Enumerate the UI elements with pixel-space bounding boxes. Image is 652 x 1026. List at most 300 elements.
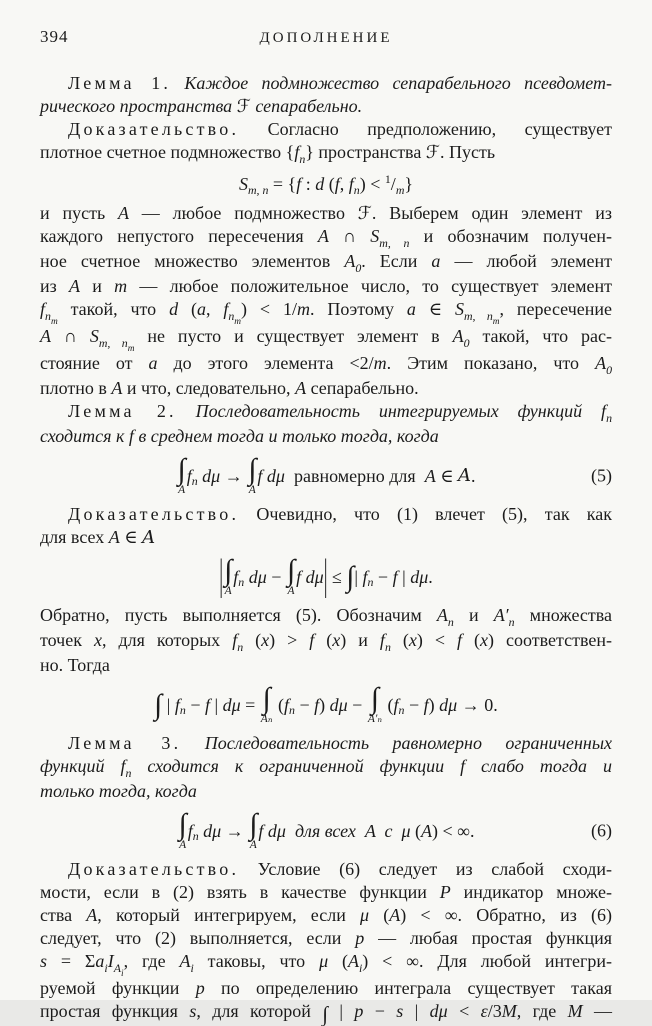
script-letter-F: ℱ bbox=[236, 96, 251, 117]
text-line bbox=[40, 904, 612, 927]
integral-limit: A bbox=[179, 839, 187, 851]
integral-sign: ∫ bbox=[249, 808, 258, 841]
text-run: , пересечение bbox=[499, 299, 613, 319]
integral-with-limit bbox=[248, 455, 256, 496]
italic-text-run: f bbox=[40, 299, 46, 319]
subscript-run: n bbox=[353, 182, 360, 197]
text-line bbox=[40, 780, 612, 803]
text-line bbox=[40, 377, 612, 400]
formula-abs-inequality bbox=[40, 551, 612, 600]
italic-text-run: d bbox=[169, 299, 179, 319]
text-run: — bbox=[582, 1001, 612, 1021]
text-run: — любой элемент bbox=[440, 251, 612, 271]
subscript-run: n bbox=[191, 474, 198, 489]
spaced-heading-run: Доказательство. bbox=[68, 859, 240, 879]
integral-limit: A′ₙ bbox=[367, 713, 383, 725]
italic-text-run: f bbox=[392, 566, 398, 587]
italic-text-run: a bbox=[196, 299, 206, 319]
text-run: из bbox=[40, 276, 69, 296]
proof-3-body bbox=[40, 858, 613, 1026]
italic-text-run: Последовательность равномерно ограниченных bbox=[181, 733, 612, 753]
italic-text-run: s bbox=[40, 951, 48, 971]
subscript-run: n bbox=[125, 766, 132, 781]
italic-text-run: P bbox=[439, 882, 451, 902]
italic-text-run: f bbox=[393, 694, 399, 715]
italic-text-run: S bbox=[370, 226, 380, 246]
text-run: = bbox=[240, 694, 260, 715]
integral-limit: Aₙ bbox=[260, 713, 273, 725]
text-run: и пусть bbox=[40, 203, 118, 223]
text-run: и обозначим получен- bbox=[409, 226, 613, 246]
text-run: следует, что (2) выполняется, если bbox=[40, 928, 356, 948]
text-run: ) > bbox=[269, 630, 310, 650]
proof-1-body bbox=[40, 202, 612, 400]
text-run: } пространства bbox=[305, 142, 426, 162]
italic-text-run: f dμ для всех A с μ bbox=[258, 820, 411, 841]
text-run: мости, если в (2) взять в качестве функции bbox=[40, 882, 440, 902]
text-run: простая функция bbox=[40, 1001, 190, 1021]
italic-text-run: f bbox=[348, 174, 354, 194]
integral-limit: A bbox=[287, 585, 295, 597]
integral-sign: ∫ bbox=[370, 682, 380, 715]
text-run: − bbox=[363, 1001, 397, 1021]
subscript-run: m, n bbox=[247, 182, 269, 197]
text-line bbox=[40, 858, 612, 881]
italic-text-run: f bbox=[204, 694, 210, 715]
text-run: индикатор множе- bbox=[450, 882, 612, 902]
italic-text-run: x bbox=[261, 630, 270, 650]
nested-subscript-run: m bbox=[50, 316, 58, 327]
text-run: . Этим показано, что bbox=[386, 353, 596, 373]
text-run: Согласно предположению, существует bbox=[239, 119, 612, 139]
text-run: стояние от bbox=[40, 353, 149, 373]
script-letter-A: A bbox=[458, 464, 472, 486]
text-run: − bbox=[373, 566, 393, 587]
text-line bbox=[40, 95, 612, 118]
italic-text-run: f bbox=[309, 630, 315, 650]
script-letter-F: ℱ bbox=[425, 142, 440, 163]
text-run: сепарабельно. bbox=[306, 378, 419, 398]
italic-text-run: f bbox=[362, 566, 368, 587]
text-line bbox=[40, 654, 612, 677]
italic-text-run: dμ bbox=[439, 694, 458, 715]
text-run: , где bbox=[516, 1001, 568, 1021]
text-run: таковы, что bbox=[193, 951, 320, 971]
italic-text-run: μ bbox=[360, 905, 370, 925]
text-run: ( bbox=[328, 951, 348, 971]
page-number: 394 bbox=[40, 27, 69, 46]
subscript-run: m, n bbox=[379, 236, 410, 251]
italic-text-run: f bbox=[187, 820, 193, 841]
text-run: ∈ bbox=[435, 465, 459, 486]
text-run: | bbox=[354, 566, 363, 587]
italic-text-run: A bbox=[111, 378, 123, 398]
integral-with-limit bbox=[368, 684, 382, 725]
text-line bbox=[40, 275, 612, 298]
text-run: ∈ bbox=[415, 299, 455, 319]
italic-text-run: d bbox=[315, 174, 325, 194]
formula-smn bbox=[40, 173, 612, 195]
formula-5 bbox=[40, 455, 612, 496]
text-run: = Σ bbox=[47, 951, 96, 971]
formula-6 bbox=[40, 810, 612, 851]
subscript-run: n bbox=[447, 615, 454, 630]
italic-text-run: M bbox=[501, 1001, 517, 1021]
proof-2-body bbox=[40, 604, 612, 677]
text-run: | bbox=[209, 694, 223, 715]
italic-text-run: A bbox=[117, 203, 129, 223]
text-run: каждого непустого пересечения bbox=[40, 226, 318, 246]
text-run: до этого элемента <2/ bbox=[157, 353, 374, 373]
text-line bbox=[40, 250, 612, 275]
text-run: − bbox=[347, 694, 367, 715]
italic-text-run: f bbox=[186, 465, 192, 486]
text-run: . Если bbox=[361, 251, 432, 271]
text-line bbox=[40, 604, 612, 629]
italic-text-run: f bbox=[379, 630, 385, 650]
spaced-heading-run: Лемма 3. bbox=[68, 733, 182, 753]
integral-sign: ∫ bbox=[286, 554, 296, 587]
integral-sign: ∫ bbox=[262, 682, 271, 715]
text-run: = { bbox=[268, 174, 297, 194]
absolute-value-bar: | bbox=[323, 551, 328, 600]
text-run: ) < bbox=[416, 630, 458, 650]
text-run: и bbox=[80, 276, 115, 296]
formula-split-integral bbox=[40, 684, 612, 725]
text-run: , bbox=[339, 174, 349, 194]
formula-line bbox=[40, 173, 612, 195]
text-run: . Поэтому bbox=[309, 299, 407, 319]
text-run: ) bbox=[428, 694, 440, 715]
text-line bbox=[40, 400, 612, 425]
text-line bbox=[40, 202, 612, 225]
text-line bbox=[40, 118, 612, 141]
integral-with-limit bbox=[287, 556, 295, 597]
italic-text-run: dμ bbox=[222, 694, 241, 715]
text-run: ) bbox=[319, 694, 330, 715]
subscript-run: n bbox=[299, 152, 306, 167]
italic-text-run: A bbox=[452, 326, 464, 346]
text-run: ( bbox=[410, 820, 422, 841]
text-run: ( bbox=[462, 630, 481, 650]
spaced-heading-run: Доказательство. bbox=[68, 504, 240, 524]
italic-text-run: f bbox=[314, 694, 320, 715]
subscript-run: n bbox=[45, 309, 51, 324]
italic-text-run: A bbox=[86, 905, 98, 925]
italic-text-run: A bbox=[69, 276, 80, 296]
italic-text-run: a bbox=[431, 251, 441, 271]
subscript-run: 0 bbox=[606, 363, 612, 378]
italic-text-run: x bbox=[332, 630, 341, 650]
text-run: руемой функции bbox=[40, 978, 196, 998]
text-run: , bbox=[205, 299, 224, 319]
integral-sign: ∫ bbox=[248, 453, 257, 486]
italic-text-run: рического пространства bbox=[40, 96, 237, 116]
subscript-run: n bbox=[179, 703, 186, 718]
text-run: − bbox=[404, 694, 424, 715]
text-run: ) < 1/ bbox=[241, 299, 297, 319]
text-line bbox=[40, 732, 612, 755]
italic-text-run: A bbox=[389, 905, 401, 925]
italic-text-run: f bbox=[334, 174, 340, 194]
italic-text-run: μ bbox=[319, 951, 329, 971]
subscript-run: A bbox=[113, 961, 121, 976]
integral-with-limit bbox=[178, 810, 186, 851]
text-run: для всех bbox=[40, 527, 109, 547]
proof-2-intro bbox=[40, 503, 612, 549]
italic-text-run: f bbox=[296, 174, 302, 194]
subscript-run: n bbox=[237, 640, 244, 655]
spaced-heading-run: Доказательство. bbox=[68, 119, 240, 139]
proof-1-intro bbox=[40, 118, 612, 166]
italic-text-run: x bbox=[408, 630, 417, 650]
formula-line bbox=[40, 810, 612, 851]
italic-text-run: A bbox=[40, 326, 51, 346]
italic-text-run: A bbox=[344, 251, 356, 271]
lemma-3-paragraph bbox=[40, 732, 612, 803]
italic-text-run: f bbox=[423, 694, 429, 715]
italic-text-run: dμ bbox=[329, 694, 348, 715]
italic-text-run: функций bbox=[40, 756, 121, 776]
text-run: — любое подмножество bbox=[128, 203, 358, 223]
text-run: − bbox=[266, 566, 286, 587]
text-run: ∩ bbox=[328, 226, 371, 246]
text-line bbox=[40, 1000, 612, 1026]
text-run: Обратно, пусть выполняется (5). Обозначим bbox=[40, 605, 437, 625]
text-run: | bbox=[397, 566, 411, 587]
subscript-run: i bbox=[104, 961, 108, 976]
lemma-2-paragraph bbox=[40, 400, 612, 448]
text-run: ) < bbox=[359, 174, 385, 194]
italic-text-run: a bbox=[148, 353, 158, 373]
text-run: плотное счетное подмножество { bbox=[40, 142, 295, 162]
absolute-value-bar: | bbox=[219, 551, 224, 600]
italic-text-run: только тогда, когда bbox=[40, 781, 197, 801]
text-run: плотно в bbox=[40, 378, 112, 398]
text-line bbox=[40, 503, 612, 526]
text-run: точек bbox=[40, 630, 94, 650]
subscript-run: n bbox=[367, 575, 374, 590]
formula-line bbox=[40, 551, 612, 600]
italic-text-run: f bbox=[601, 401, 607, 421]
text-line bbox=[40, 225, 612, 250]
italic-text-run: f bbox=[223, 299, 229, 319]
integral-limit: A bbox=[248, 484, 256, 496]
integral-sign: ∫ bbox=[177, 453, 186, 486]
text-run: | bbox=[162, 694, 175, 715]
text-run: ) < ∞. bbox=[432, 820, 475, 841]
italic-text-run: сепарабельно. bbox=[250, 96, 363, 116]
italic-text-run: A bbox=[424, 465, 436, 486]
text-run: — любое положительное число, то существует элемент bbox=[127, 276, 612, 296]
subscript-run: n bbox=[398, 703, 405, 718]
text-run: такой, что рас- bbox=[469, 326, 612, 346]
italic-text-run: dμ bbox=[429, 1001, 448, 1021]
italic-text-run: A bbox=[595, 353, 607, 373]
text-run: ) < ∞. Обратно, из (6) bbox=[400, 905, 612, 925]
text-run: . bbox=[471, 465, 476, 486]
italic-text-run: Последовательность интегрируемых функций bbox=[176, 401, 602, 421]
italic-text-run: f dμ bbox=[257, 465, 285, 486]
integral-sign: ∫ bbox=[322, 1002, 329, 1026]
text-run: ) и bbox=[340, 630, 380, 650]
text-line bbox=[40, 141, 612, 166]
subscript-run: n bbox=[508, 615, 515, 630]
text-line bbox=[40, 977, 612, 1000]
text-run: . bbox=[428, 566, 433, 587]
text-run: Условие (6) следует из слабой сходи- bbox=[239, 859, 612, 879]
italic-text-run: A bbox=[347, 951, 359, 971]
text-run: − bbox=[294, 694, 315, 715]
text-run: — любая простая функция bbox=[364, 928, 612, 948]
integral-with-limit bbox=[249, 810, 257, 851]
text-run: / bbox=[390, 174, 396, 194]
subscript-run: 0 bbox=[355, 261, 362, 276]
text-run: → bbox=[221, 820, 249, 841]
italic-text-run: dμ bbox=[410, 566, 429, 587]
text-line bbox=[40, 927, 612, 950]
nested-subscript-run: m bbox=[492, 316, 500, 327]
italic-text-run: S bbox=[89, 326, 99, 346]
italic-text-run: f bbox=[120, 756, 126, 776]
text-run: множества bbox=[514, 605, 612, 625]
subscript-run: n bbox=[238, 575, 245, 590]
subscript-run: i bbox=[190, 961, 194, 976]
text-run: равномерно для bbox=[284, 465, 425, 486]
integral-limit: A bbox=[178, 484, 186, 496]
text-run: ) < ∞. Для любой интегри- bbox=[362, 951, 613, 971]
text-line bbox=[40, 425, 612, 448]
text-run: ) соответствен- bbox=[488, 630, 612, 650]
italic-text-run: a bbox=[406, 299, 416, 319]
italic-text-run: I bbox=[107, 951, 114, 971]
italic-text-run: f bbox=[294, 142, 300, 162]
text-run: ( bbox=[324, 174, 335, 194]
text-run: /3 bbox=[487, 1001, 502, 1021]
italic-text-run: a bbox=[95, 951, 105, 971]
italic-text-run: s bbox=[396, 1001, 404, 1021]
subscript-run: 0 bbox=[463, 336, 470, 351]
subscript-run: n bbox=[289, 703, 295, 718]
text-run: Очевидно, что (1) влечет (5), так как bbox=[239, 504, 612, 524]
italic-text-run: сходится к ограниченной функции f слабо тогда и bbox=[131, 756, 612, 776]
italic-text-run: m bbox=[373, 353, 387, 373]
text-run: ( bbox=[390, 630, 409, 650]
italic-text-run: A′ bbox=[493, 605, 509, 625]
text-run: ∩ bbox=[51, 326, 90, 346]
integral-with-limit bbox=[177, 455, 185, 496]
subscript-run: m bbox=[395, 182, 405, 197]
text-run: } bbox=[404, 174, 414, 194]
text-run: ( bbox=[243, 630, 262, 650]
text-run: ( bbox=[383, 694, 394, 715]
italic-text-run: Каждое подмножество сепарабельного псевдомет- bbox=[171, 73, 612, 93]
italic-text-run: dμ bbox=[197, 465, 221, 486]
italic-text-run: A bbox=[179, 951, 191, 971]
equation-number: (6) bbox=[591, 820, 612, 840]
integral-sign: ∫ bbox=[346, 560, 355, 593]
spaced-heading-run: Лемма 2. bbox=[68, 401, 177, 421]
superscript-run: 1 bbox=[384, 171, 391, 186]
text-run: < bbox=[447, 1001, 481, 1021]
text-run: . Пусть bbox=[439, 142, 496, 162]
text-run: по определению интеграла существует такая bbox=[204, 978, 613, 998]
text-run: → 0. bbox=[457, 694, 498, 715]
script-letter-F: ℱ bbox=[357, 203, 372, 224]
text-run: | bbox=[328, 1001, 355, 1021]
text-run: не пусто и существует элемент в bbox=[134, 326, 453, 346]
italic-text-run: ε bbox=[480, 1001, 488, 1021]
text-run: и bbox=[453, 605, 494, 625]
text-run: , который интегрируем, если bbox=[97, 905, 361, 925]
italic-text-run: p bbox=[354, 1001, 364, 1021]
formula-line bbox=[40, 455, 612, 496]
integral-with-limit bbox=[224, 556, 232, 597]
italic-text-run: S bbox=[238, 174, 248, 194]
italic-text-run: f bbox=[174, 694, 180, 715]
text-run: ( bbox=[178, 299, 197, 319]
italic-text-run: A bbox=[421, 820, 433, 841]
subscript-run: n bbox=[228, 309, 235, 324]
italic-text-run: f dμ bbox=[296, 566, 324, 587]
italic-text-run: p bbox=[195, 978, 205, 998]
italic-text-run: dμ bbox=[198, 820, 222, 841]
text-line bbox=[40, 352, 612, 377]
text-run: ( bbox=[369, 905, 390, 925]
lemma-1-paragraph bbox=[40, 72, 612, 118]
text-line bbox=[40, 298, 612, 325]
text-line bbox=[40, 881, 612, 904]
integral-with-limit bbox=[261, 684, 273, 725]
italic-text-run: A bbox=[108, 527, 120, 547]
nested-subscript-run: m bbox=[127, 343, 135, 354]
text-run: такой, что bbox=[57, 299, 170, 319]
spaced-heading-run: Лемма 1. bbox=[68, 73, 172, 93]
text-line bbox=[40, 629, 612, 654]
italic-text-run: f bbox=[232, 630, 238, 650]
subscript-run: n bbox=[192, 829, 199, 844]
text-run: ства bbox=[40, 905, 87, 925]
integral-sign: ∫ bbox=[178, 808, 187, 841]
italic-text-run: s bbox=[189, 1001, 197, 1021]
italic-text-run: сходится к f в среднем тогда и только тогда, когда bbox=[40, 426, 439, 446]
italic-text-run: A bbox=[317, 226, 329, 246]
italic-text-run: dμ bbox=[244, 566, 267, 587]
text-run: ∈ bbox=[119, 527, 143, 547]
italic-text-run: A bbox=[295, 378, 307, 398]
subscript-run: n bbox=[384, 640, 391, 655]
integral-limit: A bbox=[249, 839, 257, 851]
nested-subscript-run: i bbox=[120, 968, 124, 979]
text-run: ( bbox=[273, 694, 284, 715]
italic-text-run: p bbox=[355, 928, 365, 948]
italic-text-run: S bbox=[454, 299, 464, 319]
italic-text-run: M bbox=[567, 1001, 583, 1021]
text-line bbox=[40, 72, 612, 95]
text-line bbox=[40, 325, 612, 352]
italic-text-run: f bbox=[283, 694, 289, 715]
italic-text-run: f bbox=[233, 566, 239, 587]
text-run: и что, следовательно, bbox=[122, 378, 296, 398]
text-run: : bbox=[301, 174, 316, 194]
italic-text-run: x bbox=[93, 630, 102, 650]
equation-number: (5) bbox=[591, 465, 612, 485]
italic-text-run: m bbox=[114, 276, 128, 296]
text-run: . Выберем один элемент из bbox=[371, 203, 612, 223]
text-run: , для которой bbox=[196, 1001, 323, 1021]
text-run: но. Тогда bbox=[40, 655, 110, 675]
text-run: | bbox=[403, 1001, 430, 1021]
